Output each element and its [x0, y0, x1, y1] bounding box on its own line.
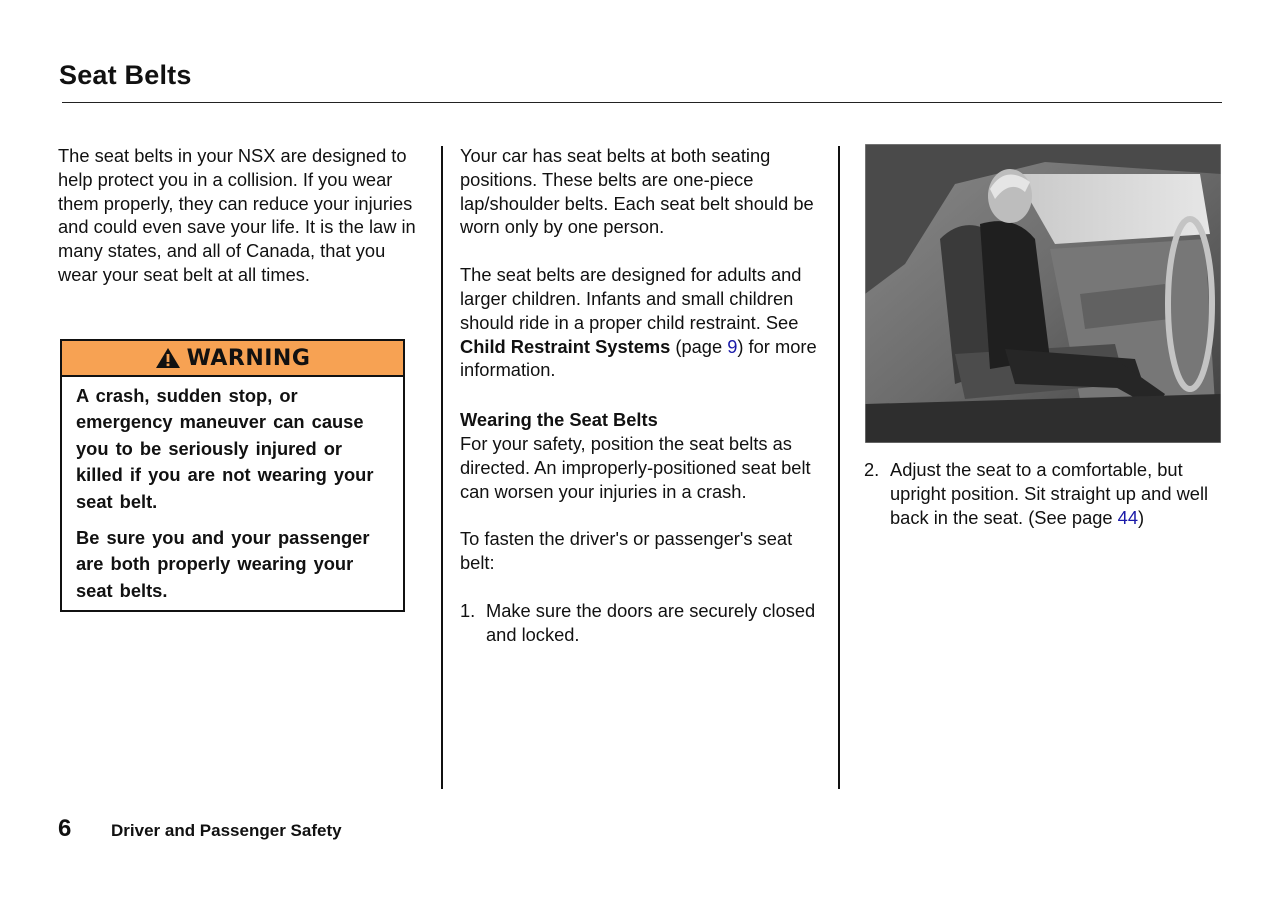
page-title: Seat Belts	[59, 60, 192, 90]
step-1-text: Make sure the doors are securely closed and locked.	[486, 599, 816, 645]
title-divider	[62, 102, 1222, 103]
warning-box	[60, 339, 405, 612]
driver-seat-icon	[865, 144, 1221, 443]
column-3	[864, 458, 1234, 529]
warning-body	[62, 377, 403, 604]
step-2-text: Adjust the seat to a comfortable, but upright position. Sit straight up and well back in the seat. (See page 44)	[890, 459, 1209, 528]
step-1-number: 1.	[460, 599, 476, 621]
safety-paragraph: For your safety, position the seat belts as directed. An improperly-positioned seat belt can worsen your injuries in a crash.	[460, 432, 811, 502]
child-restraint-ref[interactable]: Child Restraint Systems	[460, 335, 671, 357]
step-2-number: 2.	[864, 459, 880, 480]
fasten-paragraph: To fasten the driver's or passenger's seat belt:	[460, 528, 793, 574]
warning-triangle-icon	[155, 347, 181, 369]
page-44-link[interactable]: 44	[1117, 506, 1138, 528]
page-9-link[interactable]: 9	[727, 335, 738, 357]
belts-paragraph: Your car has seat belts at both seating positions. These belts are one-piece lap/shoulder belts. Each seat belt should be worn only by one person.	[460, 145, 814, 238]
column-divider-1	[441, 146, 443, 789]
column-1	[58, 144, 428, 287]
warning-text-1: A crash, sudden stop, or emergency maneuver can cause you to be seriously injured or killed if you are not wearing your seat belt.	[76, 385, 374, 512]
section-title: Driver and Passenger Safety	[111, 821, 342, 840]
wearing-subheading: Wearing the Seat Belts	[460, 409, 658, 431]
seated-driver-illustration	[865, 144, 1221, 443]
list-item	[460, 599, 830, 647]
column-divider-2	[838, 146, 840, 789]
page-number: 6	[58, 815, 72, 842]
adults-paragraph: The seat belts are designed for adults and larger children. Infants and small children should ride in a proper child restraint. See Child Restraint Systems (page 9) for more information.	[460, 264, 817, 381]
warning-text-2: Be sure you and your passenger are both properly wearing your seat belts.	[76, 527, 370, 601]
warning-label: WARNING	[186, 345, 311, 371]
warning-header	[62, 341, 403, 377]
column-2	[460, 144, 830, 647]
list-item	[864, 458, 1234, 529]
intro-paragraph: The seat belts in your NSX are designed to help protect you in a collision. If you wear them properly, they can reduce your injuries and could even save your life. It is the law in many states, and all of Canada, that you wear your seat belt at all times.	[58, 145, 416, 285]
